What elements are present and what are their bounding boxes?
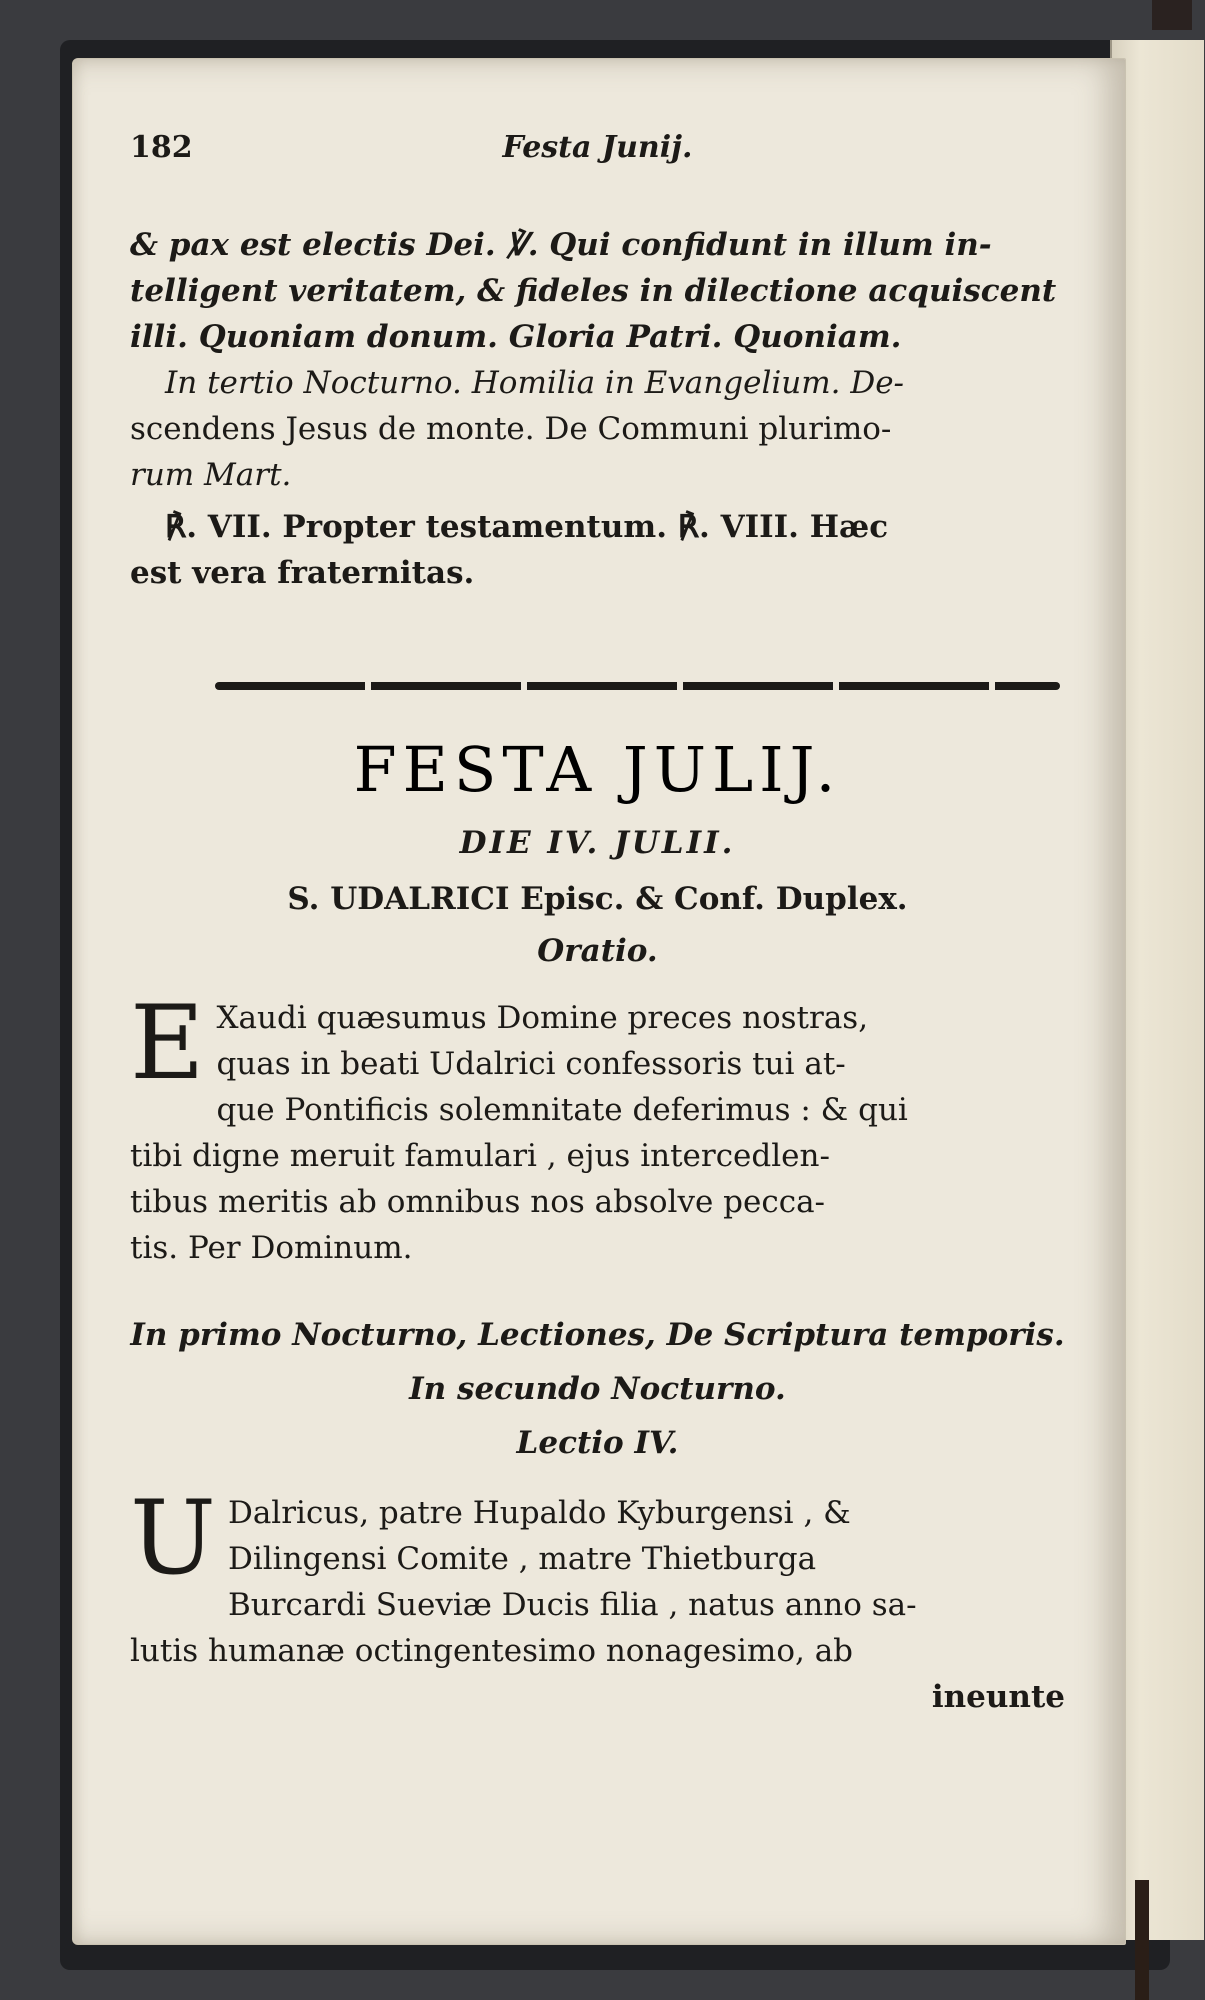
catchword: ineunte (931, 1679, 1065, 1715)
nocturn3-line: rum Mart. (130, 457, 292, 493)
oratio-dropcap: E (130, 984, 205, 1103)
lectio-line: Dalricus, patre Hupaldo Kyburgensi , & (227, 1495, 851, 1531)
bookmark-ribbon (1135, 1880, 1149, 2000)
oratio-line: tibi digne meruit famulari , ejus intercedlen- (130, 1138, 830, 1174)
page-number: 182 (130, 130, 193, 165)
lectio-line: Burcardi Sueviæ Ducis filia , natus anno sa- (227, 1587, 917, 1623)
running-head: Festa Junij. (502, 130, 693, 165)
nocturn1-heading: In primo Nocturno, Lectiones, De Scriptura temporis. (130, 1317, 1065, 1353)
lectio-text (130, 1479, 1065, 1720)
oratio-label: Oratio. (537, 933, 658, 969)
responsory-line: est vera fraternitas. (130, 555, 475, 591)
oratio-line: tis. Per Dominum. (130, 1230, 413, 1266)
oratio-line: que Pontificis solemnitate deferimus : & qui (216, 1092, 908, 1128)
nocturn-headings (130, 1312, 1065, 1466)
lectio-label: Lectio IV. (516, 1425, 679, 1461)
lectio-line: Dilingensi Comite , matre Thietburga (227, 1541, 817, 1577)
section-divider-rule (215, 682, 1060, 690)
nocturn3-line: scendens Jesus de monte. De Communi plurimo- (130, 411, 892, 447)
nocturn2-heading: In secundo Nocturno. (409, 1371, 786, 1407)
oratio-line: Xaudi quæsumus Domine preces nostras, (216, 1000, 869, 1036)
verse-line: telligent veritatem, & fideles in dilectione acquiscent (130, 273, 1057, 309)
verse-line: illi. Quoniam donum. Gloria Patri. Quoniam. (130, 319, 902, 355)
feast-name: S. UDALRICI Episc. & Conf. Duplex. (287, 881, 908, 917)
feast-date: DIE IV. JULII. (459, 825, 736, 861)
lectio-line: lutis humanæ octingentesimo nonagesimo, ab (130, 1633, 854, 1669)
section-title: FESTA JULIJ. (353, 733, 842, 806)
oratio-text (130, 984, 1065, 1271)
page-header (130, 130, 1065, 180)
verse-line: & pax est electis Dei. ℣. Qui confidunt in illum in- (130, 227, 992, 263)
lectio-dropcap: U (130, 1479, 216, 1598)
top-block (130, 222, 1065, 596)
feast-heading (130, 820, 1065, 974)
oratio-line: tibus meritis ab omnibus nos absolve pecca- (130, 1184, 826, 1220)
oratio-line: quas in beati Udalrici confessoris tui at- (216, 1046, 846, 1082)
responsory-line: ℟. VII. Propter testamentum. ℟. VIII. Hæc (165, 509, 889, 545)
book-edge-top (1152, 0, 1192, 30)
nocturn3-line: In tertio Nocturno. Homilia in Evangelium. De- (165, 365, 905, 401)
